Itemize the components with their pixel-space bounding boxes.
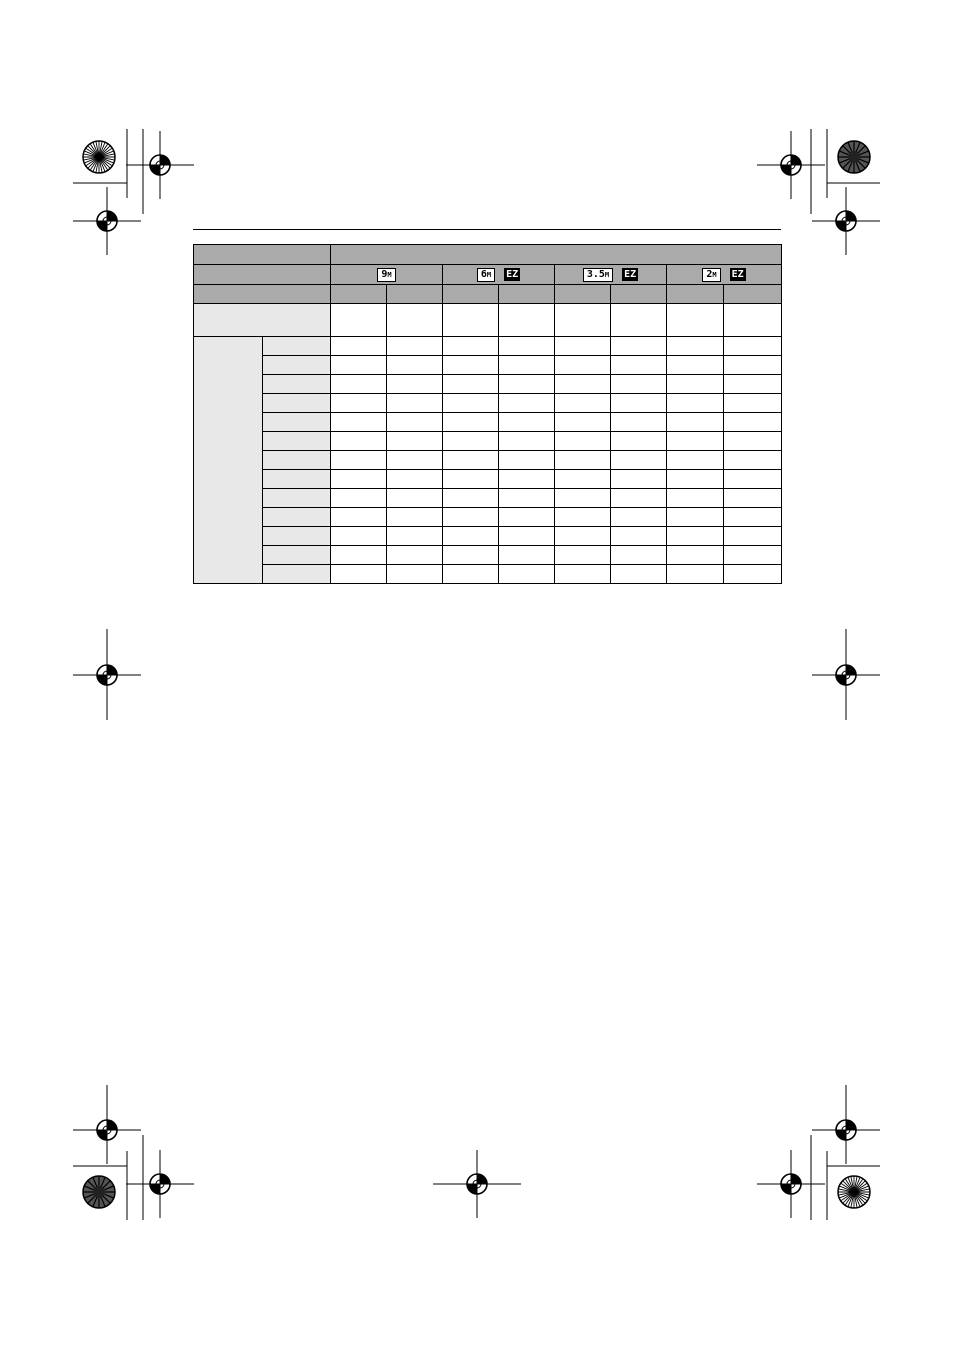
crosshair-circle-icon [757, 1150, 825, 1218]
row-label-cell [263, 337, 331, 356]
value-cell [387, 470, 443, 489]
resolution-cell [555, 265, 667, 285]
value-cell [331, 375, 387, 394]
resolution-row [194, 265, 782, 285]
value-cell [387, 565, 443, 584]
value-cell [611, 489, 667, 508]
header-rule [193, 229, 781, 230]
value-cell [555, 413, 611, 432]
value-cell [499, 432, 555, 451]
value-cell [724, 565, 782, 584]
value-cell [555, 451, 611, 470]
crosshair-circle-icon [757, 131, 825, 199]
value-cell [499, 565, 555, 584]
value-cell [667, 508, 724, 527]
row-label-cell [263, 356, 331, 375]
value-cell [667, 546, 724, 565]
value-cell [443, 508, 499, 527]
value-cell [387, 451, 443, 470]
value-cell [387, 527, 443, 546]
value-cell [499, 546, 555, 565]
value-cell [331, 489, 387, 508]
value-cell [667, 356, 724, 375]
value-cell [724, 413, 782, 432]
value-cell [331, 413, 387, 432]
value-cell [667, 527, 724, 546]
value-cell [443, 432, 499, 451]
value-cell [331, 508, 387, 527]
value-cell [724, 508, 782, 527]
value-cell [387, 337, 443, 356]
value-cell [555, 546, 611, 565]
header-cell [667, 285, 724, 304]
value-cell [443, 527, 499, 546]
starburst-target-icon [83, 141, 115, 173]
extended-zoom-icon: EZ [624, 269, 637, 280]
row-label-cell [263, 527, 331, 546]
value-cell [724, 489, 782, 508]
value-cell [611, 394, 667, 413]
value-cell [724, 527, 782, 546]
table-row [194, 489, 782, 508]
table-row [194, 565, 782, 584]
resolution-icon: 6M [477, 268, 495, 282]
value-cell [555, 356, 611, 375]
table-row [194, 432, 782, 451]
value-cell [443, 451, 499, 470]
header-row-1 [194, 245, 782, 265]
value-cell [611, 565, 667, 584]
crosshair-circle-icon [126, 1150, 194, 1218]
row-label-cell [263, 508, 331, 527]
value-cell [667, 451, 724, 470]
value-cell [555, 565, 611, 584]
value-cell [443, 565, 499, 584]
group-label-cell [194, 337, 263, 584]
value-cell [499, 304, 555, 337]
value-cell [611, 432, 667, 451]
spec-table-body [194, 245, 782, 584]
table-row [194, 337, 782, 356]
value-cell [555, 304, 611, 337]
value-cell [724, 375, 782, 394]
value-cell [387, 489, 443, 508]
row-label-cell [263, 489, 331, 508]
value-cell [611, 527, 667, 546]
table-row [194, 527, 782, 546]
value-cell [555, 394, 611, 413]
value-cell [611, 508, 667, 527]
starburst-target-icon [838, 1176, 870, 1208]
value-cell [331, 394, 387, 413]
header-cell [387, 285, 443, 304]
row-label-cell [263, 375, 331, 394]
value-cell [331, 546, 387, 565]
table-row [194, 356, 782, 375]
value-cell [611, 375, 667, 394]
value-cell [667, 337, 724, 356]
value-cell [555, 337, 611, 356]
value-cell [724, 470, 782, 489]
value-cell [667, 375, 724, 394]
value-cell [667, 432, 724, 451]
row-label-cell [263, 565, 331, 584]
value-cell [724, 337, 782, 356]
starburst-target-icon [83, 1176, 115, 1208]
value-cell [387, 356, 443, 375]
table-row [194, 546, 782, 565]
value-cell [387, 432, 443, 451]
header-cell [611, 285, 667, 304]
extended-zoom-icon: EZ [731, 269, 744, 280]
resolution-cell [443, 265, 555, 285]
value-cell [499, 470, 555, 489]
header-cell [194, 285, 331, 304]
value-cell [611, 337, 667, 356]
value-cell [611, 413, 667, 432]
table-row [194, 375, 782, 394]
value-cell [499, 394, 555, 413]
value-cell [331, 304, 387, 337]
crosshair-circle-icon [126, 131, 194, 199]
value-cell [611, 304, 667, 337]
header-cell [443, 285, 499, 304]
value-cell [499, 375, 555, 394]
value-cell [611, 470, 667, 489]
resolution-icon: 9M [377, 268, 395, 282]
header-cell [194, 265, 331, 285]
crosshair-circle-icon [812, 187, 880, 255]
value-cell [443, 375, 499, 394]
value-cell [724, 451, 782, 470]
value-cell [667, 413, 724, 432]
value-cell [443, 304, 499, 337]
value-cell [667, 394, 724, 413]
value-cell [499, 413, 555, 432]
value-cell [499, 356, 555, 375]
value-cell [667, 565, 724, 584]
value-cell [555, 432, 611, 451]
value-cell [667, 470, 724, 489]
header-cell [331, 285, 387, 304]
row-label-cell [263, 394, 331, 413]
resolution-icon: 2M [702, 268, 720, 282]
value-cell [555, 508, 611, 527]
value-cell [555, 470, 611, 489]
value-cell [331, 337, 387, 356]
value-cell [443, 546, 499, 565]
header-cell [331, 245, 782, 265]
crosshair-circle-icon [73, 187, 141, 255]
value-cell [611, 356, 667, 375]
table-row [194, 394, 782, 413]
starburst-target-icon [838, 141, 870, 173]
value-cell [331, 565, 387, 584]
table-row [194, 413, 782, 432]
value-cell [724, 546, 782, 565]
value-cell [724, 432, 782, 451]
value-cell [611, 546, 667, 565]
value-cell [443, 356, 499, 375]
value-cell [331, 451, 387, 470]
value-cell [331, 527, 387, 546]
value-cell [499, 527, 555, 546]
row-label-cell [263, 413, 331, 432]
extended-zoom-icon: EZ [506, 269, 519, 280]
value-cell [387, 546, 443, 565]
table-row [194, 508, 782, 527]
header-cell [499, 285, 555, 304]
row-label-cell [263, 546, 331, 565]
value-cell [499, 508, 555, 527]
value-cell [387, 413, 443, 432]
value-cell [611, 451, 667, 470]
value-cell [387, 375, 443, 394]
row-label-cell [263, 451, 331, 470]
spec-table [193, 244, 782, 584]
header-cell [555, 285, 611, 304]
value-cell [387, 508, 443, 527]
value-cell [724, 394, 782, 413]
header-cell [724, 285, 782, 304]
value-cell [443, 394, 499, 413]
value-cell [443, 489, 499, 508]
value-cell [443, 470, 499, 489]
table-row [194, 451, 782, 470]
value-cell [387, 394, 443, 413]
row-label-cell [194, 304, 331, 337]
value-cell [667, 304, 724, 337]
value-cell [724, 356, 782, 375]
table-row [194, 470, 782, 489]
resolution-icon: 3.5M [583, 268, 613, 282]
value-cell [331, 470, 387, 489]
value-cell [443, 413, 499, 432]
value-cell [724, 304, 782, 337]
header-cell [194, 245, 331, 265]
value-cell [443, 337, 499, 356]
resolution-cell [667, 265, 782, 285]
value-cell [331, 356, 387, 375]
value-cell [387, 304, 443, 337]
resolution-cell [331, 265, 443, 285]
value-cell [499, 489, 555, 508]
value-cell [331, 432, 387, 451]
row-label-cell [263, 470, 331, 489]
value-cell [555, 489, 611, 508]
row-label-cell [263, 432, 331, 451]
value-cell [555, 375, 611, 394]
value-cell [667, 489, 724, 508]
subheader-row [194, 285, 782, 304]
value-cell [555, 527, 611, 546]
value-cell [499, 451, 555, 470]
value-cell [499, 337, 555, 356]
table-row [194, 304, 782, 337]
